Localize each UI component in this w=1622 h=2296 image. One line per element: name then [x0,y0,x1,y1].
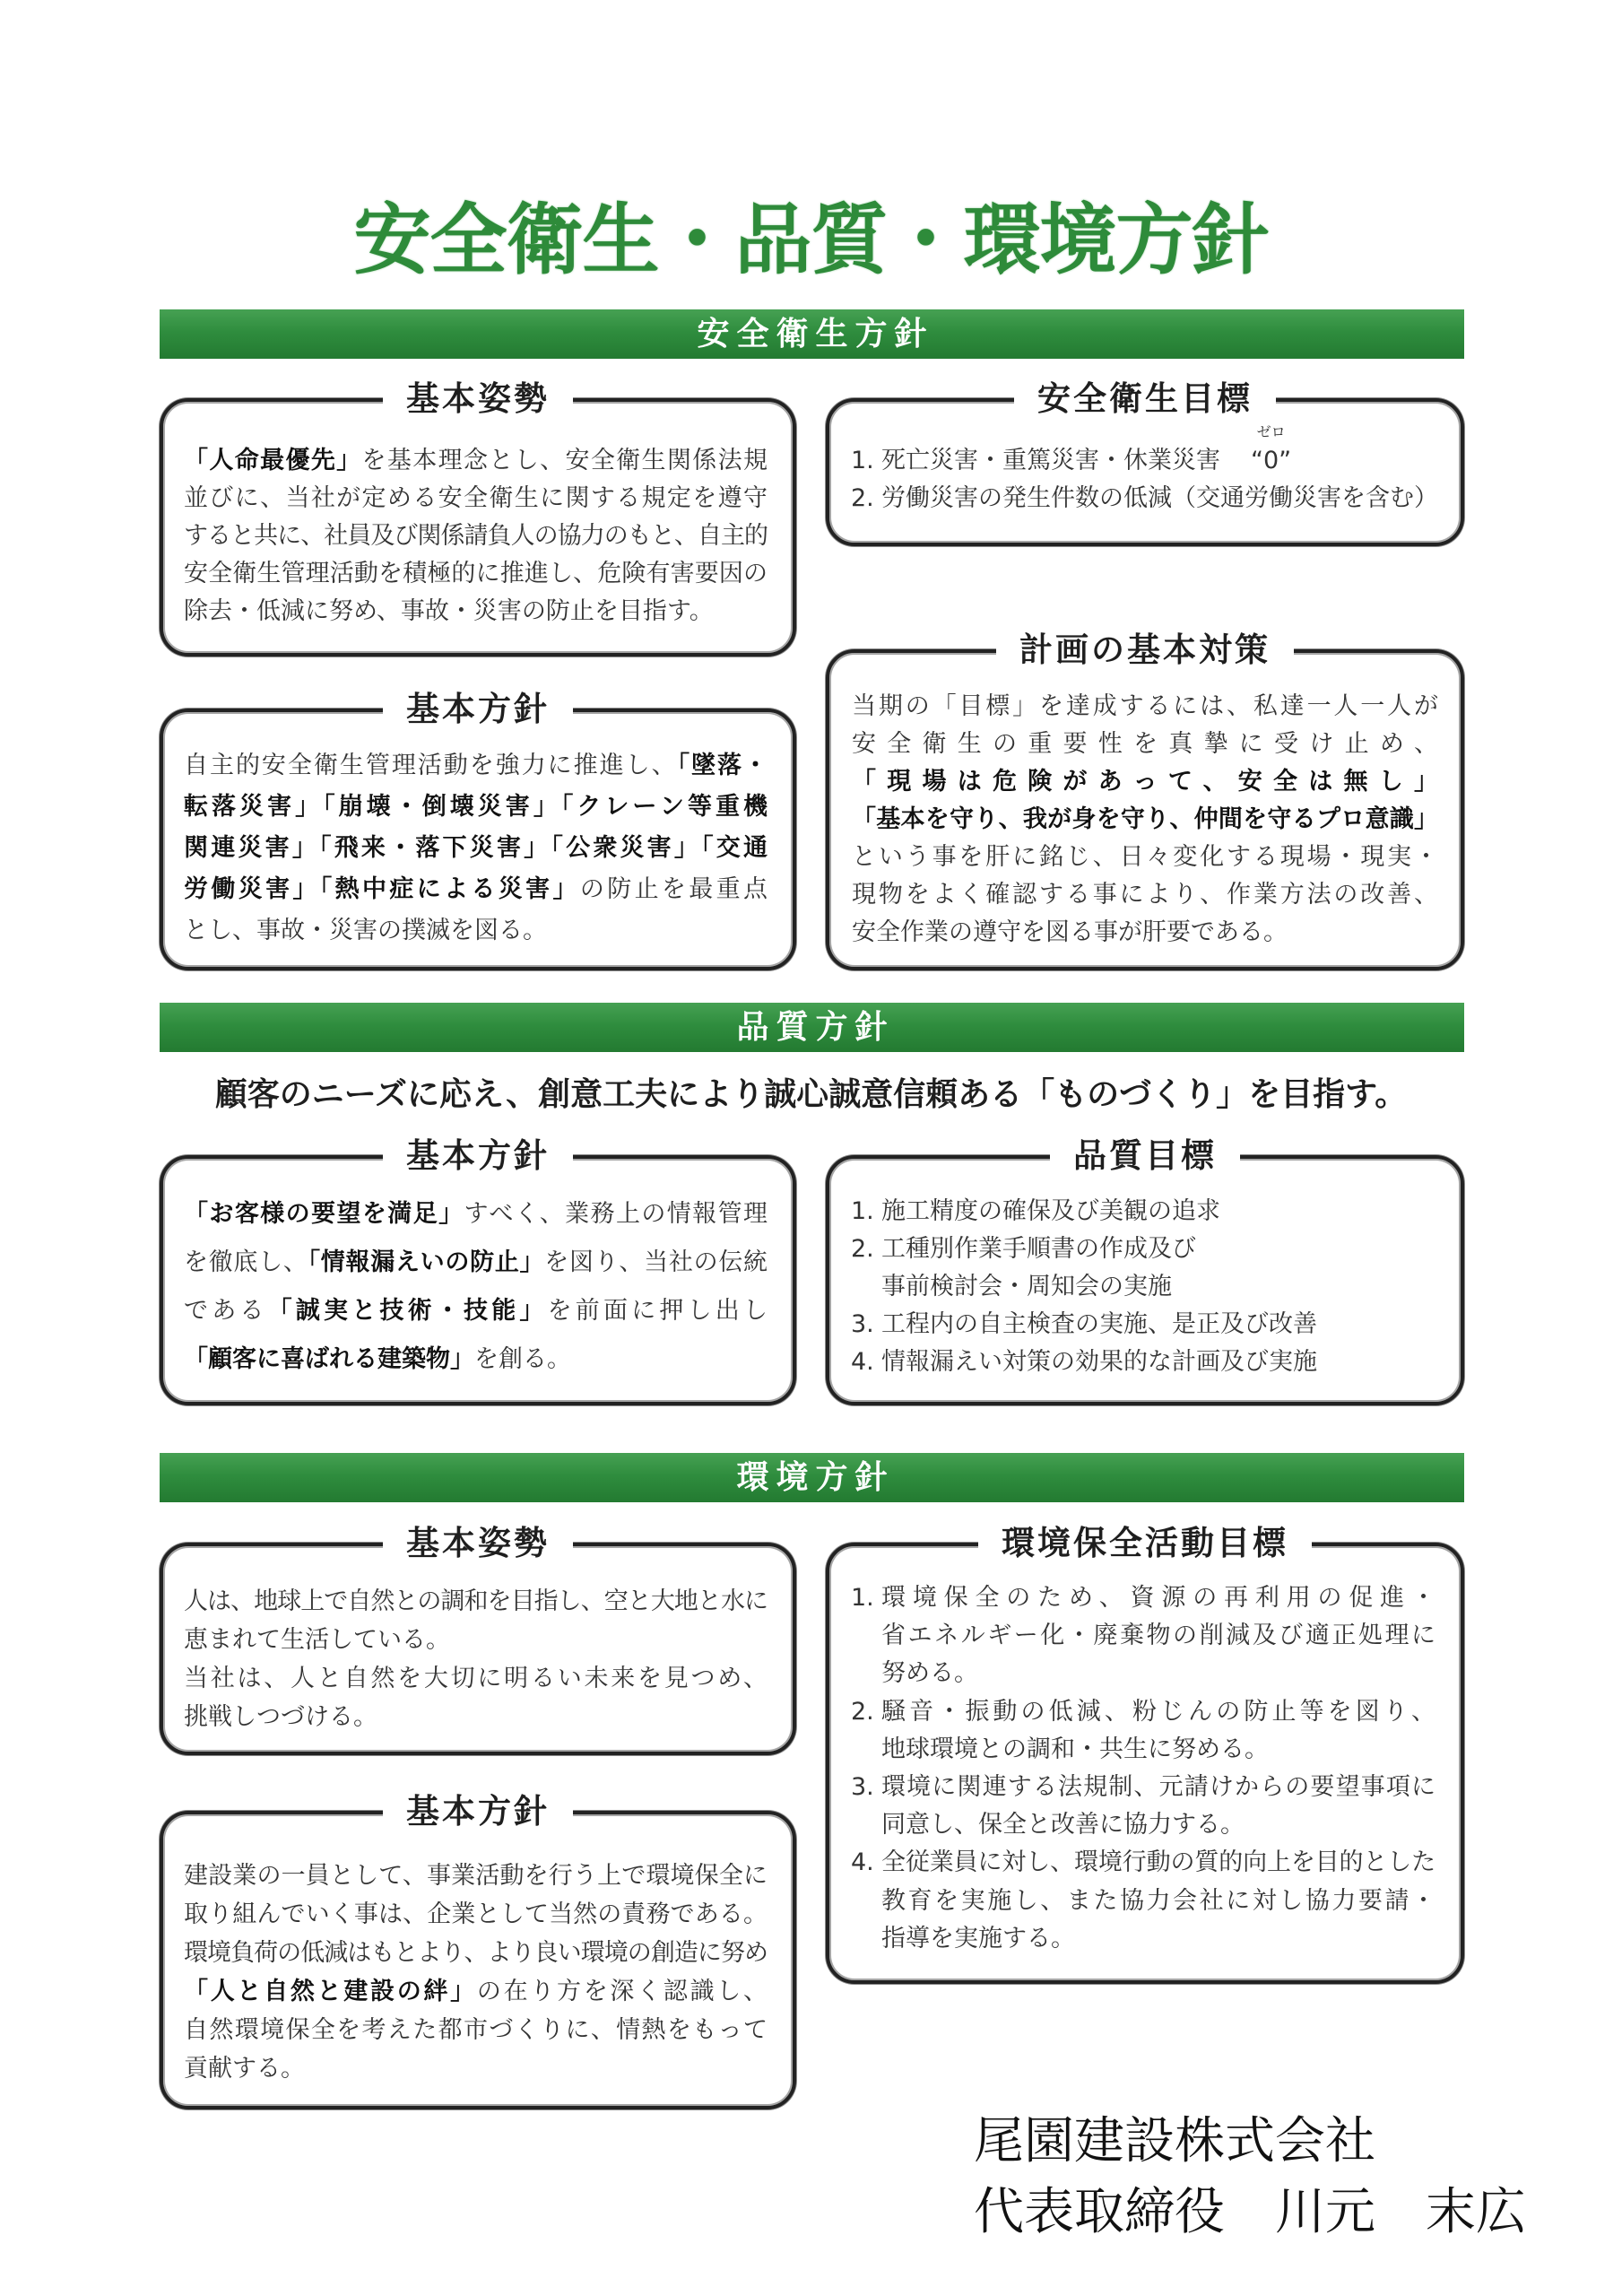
item-number: 4. [851,1848,874,1877]
text-segment: 全従業員に対し、環境行動の質的向上を目的とした [881,1848,1436,1877]
text-line [184,1698,768,1736]
text-segment: 指導を実施する。 [881,1924,1075,1952]
text-segment: 当期の「目標」を達成するには、私達一人一人が [852,692,1438,720]
text-line [184,517,768,555]
text-segment: 同意し、保全と改善に協力する。 [881,1811,1245,1839]
text-line [184,910,768,952]
item-text [881,1769,1436,1844]
item-text [881,1844,1436,1958]
text-line [184,1335,768,1384]
text-line [881,1193,1439,1231]
box-body [184,1582,768,1736]
box-heading: 計画の基本対策 [996,629,1294,672]
section-title: 安全衛生方針 [697,316,934,352]
safety-plan-box [826,631,1464,970]
text-segment: 努める。 [881,1659,978,1688]
item-number: 2. [851,1697,874,1726]
text-segment: 環境保全のため、資源の再利用の促進・ [881,1584,1436,1612]
emphasis-text: 関連災害」「飛来・落下災害」「公衆災害」「交通 [184,834,768,862]
paragraph [184,1582,768,1659]
ruby-reading: ゼロ [1256,423,1286,440]
box-heading: 基本姿勢 [383,1522,573,1565]
text-line [184,1934,768,1972]
box-body [852,688,1438,952]
paragraph [184,1659,768,1736]
box-heading: 基本姿勢 [383,378,573,421]
list-item [851,1693,1436,1769]
list-item [851,480,1439,517]
environment-goals-box [826,1524,1464,1984]
text-segment: 自然環境保全を考えた都市づくりに、情熱をもって [184,2016,768,2044]
page-title: 安全衛生・品質・環境方針 [353,196,1269,285]
text-line [184,828,768,869]
item-text [881,1344,1439,1381]
text-segment: 省エネルギー化・廃棄物の削減及び適正処理に [881,1622,1436,1650]
text-segment: 安全衛生の重要性を真摯に受け止め、 [852,730,1438,758]
box-heading: 品質目標 [1050,1135,1240,1178]
text-line [852,688,1438,726]
text-line [881,1268,1439,1306]
text-segment: である [184,1297,268,1325]
item-number: 3. [851,1310,874,1338]
text-line [852,763,1438,801]
text-segment: 死亡災害・重篤災害・休業災害 [881,447,1220,474]
text-line [184,1895,768,1934]
item-number: 4. [851,1348,874,1376]
text-segment: 除去・低減に努め、事故・災害の防止を目指す。 [184,597,714,625]
section-bar-quality [160,1003,1464,1052]
box-heading: 安全衛生目標 [1014,378,1276,421]
item-text [881,1579,1436,1693]
text-line [881,1883,1436,1920]
text-line [184,442,768,480]
box-body [184,1190,768,1384]
text-line [881,1731,1436,1769]
text-segment: 取り組んでいく事は、企業として当然の責務である。 [184,1900,768,1928]
text-line [881,423,1439,480]
text-line [184,1239,768,1287]
text-segment: の防止を最重点 [579,875,768,903]
text-line [852,726,1438,763]
text-line [184,869,768,910]
text-line [881,1231,1439,1268]
text-line [852,839,1438,876]
box-body [184,745,768,952]
text-line [184,787,768,828]
target-zero-value [1251,423,1292,480]
text-segment: 施工精度の確保及び美観の追求 [881,1197,1220,1225]
box-heading: 基本方針 [383,688,573,731]
emphasis-text: 転落災害」「崩壊・倒壊災害」「クレーン等重機 [184,793,768,821]
box-body [851,1193,1439,1381]
section-title: 環境方針 [736,1459,895,1496]
text-segment: という事を肝に銘じ、日々変化する現場・現実・ [852,843,1438,871]
text-line [184,1190,768,1239]
text-segment: 自主的安全衛生管理活動を強力に推進し、 [184,752,678,779]
text-segment: 当社は、人と自然を大切に明るい未来を見つめ、 [184,1665,768,1692]
text-segment: 工程内の自主検査の実施、是正及び改善 [881,1310,1317,1338]
text-line [184,593,768,631]
text-line [852,801,1438,839]
item-number: 2. [851,484,874,512]
text-line [881,1769,1436,1806]
text-segment: を図り、当社の伝統 [544,1248,768,1276]
item-text [881,423,1439,480]
text-segment: 安全作業の遵守を図る事が肝要である。 [852,918,1288,946]
text-line [881,1693,1436,1731]
box-heading: 基本方針 [383,1790,573,1833]
text-segment: 人は、地球上で自然との調和を目指し、空と大地と水に [184,1587,768,1615]
section-title: 品質方針 [736,1009,895,1046]
text-segment: 環境に関連する法規制、元請けからの要望事項に [881,1773,1436,1802]
text-segment: の在り方を深く認識し、 [476,1978,768,2005]
text-line [184,1857,768,1895]
list-item [851,1231,1439,1306]
text-segment: 恵まれて生活している。 [184,1626,450,1654]
text-segment: すべく、業務上の情報管理 [464,1200,768,1228]
item-text [881,1693,1436,1769]
emphasis-text: 「人と自然と建設の絆」 [184,1978,477,2005]
text-segment: を基本理念とし、安全衛生関係法規 [361,447,768,474]
paragraph [184,1857,768,2088]
quality-tagline: 顧客のニーズに応え、創意工夫により誠心誠意信頼ある「ものづくり」を目指す。 [214,1075,1408,1113]
item-text [881,480,1439,517]
text-segment: 事前検討会・周知会の実施 [881,1273,1172,1300]
list-item [851,1344,1439,1381]
text-line [881,1806,1436,1844]
text-line [184,1621,768,1659]
box-body [184,1857,768,2088]
company-name: 尾園建設株式会社 [974,2112,1375,2170]
text-segment: を徹底し、 [184,1248,308,1276]
text-line [881,480,1439,517]
text-segment: を前面に押し出し [547,1297,768,1325]
list-item [851,1769,1436,1844]
text-line [881,1844,1436,1882]
text-line [881,1306,1439,1344]
safety-stance-box [160,379,796,657]
item-text [881,1193,1439,1231]
emphasis-text: 「墜落・ [677,752,768,779]
section-bar-environment [160,1453,1464,1502]
list-item [851,1193,1439,1231]
text-line [881,1655,1436,1692]
text-segment: 地球環境との調和・共生に努める。 [881,1735,1269,1763]
list-item [851,1844,1436,1958]
box-heading: 基本方針 [383,1135,573,1178]
item-number: 1. [851,1197,874,1225]
text-line [184,555,768,593]
environment-policy-box [160,1792,796,2109]
text-segment: 挑戦しつづける。 [184,1703,377,1731]
section-bar-safety [160,309,1464,359]
text-segment: 貢献する。 [184,2055,305,2083]
text-line [852,876,1438,914]
paragraph [184,442,768,631]
target-value-text: “0” [1251,447,1292,474]
text-line [881,1920,1436,1958]
text-segment: 並びに、当社が定める安全衛生に関する規定を遵守 [184,484,768,512]
text-segment: 環境負荷の低減はもとより、より良い環境の創造に努め [184,1939,768,1967]
text-segment: 現物をよく確認する事により、作業方法の改善、 [852,881,1438,909]
text-segment: 労働災害の発生件数の低減（交通労働災害を含む） [881,484,1438,512]
environment-stance-box [160,1524,796,1755]
representative-name: 代表取締役 川元 末広 [974,2183,1526,2241]
text-line [184,1582,768,1621]
list-item [851,423,1439,480]
emphasis-text: 「誠実と技術・技能」 [267,1297,548,1325]
box-body [851,423,1439,517]
emphasis-text: 「現場は危険があって、安全は無し」 [852,768,1438,796]
text-segment: とし、事故・災害の撲滅を図る。 [184,917,547,944]
safety-goals-box [826,379,1464,546]
box-body [184,442,768,631]
text-line [184,2011,768,2049]
text-segment: を創る。 [474,1345,571,1373]
text-segment: すると共に、社員及び関係請負人の協力のもと、自主的 [184,522,768,550]
text-line [184,1972,768,2011]
text-line [184,745,768,787]
text-line [852,914,1438,952]
text-segment: 安全衛生管理活動を積極的に推進し、危険有害要因の [184,560,768,587]
text-line [184,2049,768,2088]
text-segment: 騒音・振動の低減、粉じんの防止等を図り、 [881,1697,1436,1726]
emphasis-text: 「顧客に喜ばれる建築物」 [184,1345,474,1373]
item-text [881,1231,1439,1306]
emphasis-text: 「お客様の要望を満足」 [184,1200,464,1228]
paragraph [852,688,1438,952]
quality-goals-box [826,1136,1464,1405]
text-line [881,1579,1436,1617]
emphasis-text: 労働災害」「熱中症による災害」 [184,875,580,903]
box-body [851,1579,1436,1958]
text-segment: 情報漏えい対策の効果的な計画及び実施 [881,1348,1317,1376]
emphasis-text: 「基本を守り、我が身を守り、仲間を守るプロ意識」 [852,805,1438,833]
quality-policy-box [160,1136,796,1405]
text-line [184,1287,768,1335]
text-line [881,1344,1439,1381]
text-line [881,1617,1436,1655]
paragraph [184,1190,768,1384]
item-text [881,1306,1439,1344]
list-item [851,1579,1436,1693]
text-line [184,1659,768,1698]
emphasis-text: 「情報漏えいの防止」 [308,1248,545,1276]
text-segment: 工種別作業手順書の作成及び [881,1235,1196,1263]
item-number: 1. [851,1584,874,1612]
list-item [851,1306,1439,1344]
text-line [184,480,768,517]
item-number: 2. [851,1235,874,1263]
text-segment: 建設業の一員として、事業活動を行う上で環境保全に [184,1862,768,1890]
safety-policy-box [160,690,796,970]
text-segment: 教育を実施し、また協力会社に対し協力要請・ [881,1886,1436,1915]
paragraph [184,745,768,952]
box-heading: 環境保全活動目標 [978,1522,1312,1565]
item-number: 1. [851,447,874,474]
item-number: 3. [851,1773,874,1802]
emphasis-text: 「人命最優先」 [184,447,362,474]
